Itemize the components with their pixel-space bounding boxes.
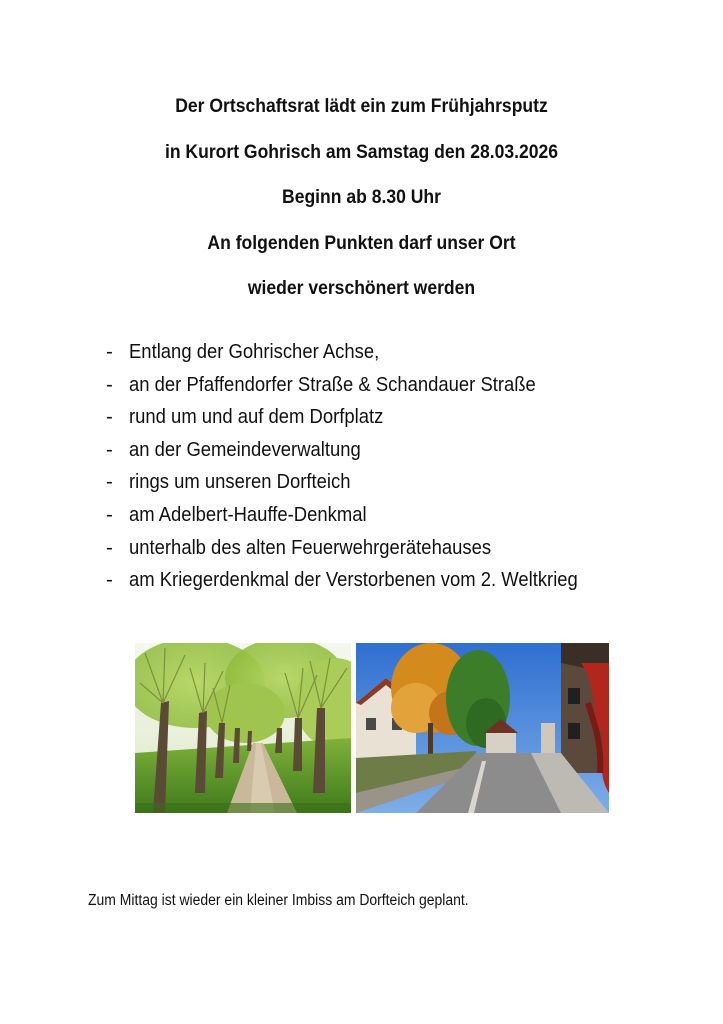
location-list: [106, 340, 628, 601]
heading-line-1: Der Ortschaftsrat lädt ein zum Frühjahrsputz: [175, 95, 548, 117]
bullet-dash: -: [106, 568, 113, 592]
list-item-text: am Adelbert-Hauffe-Denkmal: [129, 502, 367, 526]
list-item: [106, 568, 628, 601]
list-item-text: Entlang der Gohrischer Achse,: [129, 340, 380, 363]
list-item-text: unterhalb des alten Feuerwehrgerätehauses: [129, 535, 492, 559]
bullet-dash: -: [106, 502, 113, 526]
list-item: [106, 470, 628, 503]
bullet-dash: -: [106, 340, 113, 363]
bullet-dash: -: [106, 437, 113, 461]
bullet-dash: -: [106, 372, 113, 396]
list-item: [106, 503, 628, 536]
list-item-text: rund um und auf dem Dorfplatz: [129, 405, 384, 429]
heading-line-5: wieder verschönert werden: [247, 277, 476, 299]
list-item: [106, 536, 628, 569]
list-item: [106, 405, 628, 438]
list-item-text: an der Pfaffendorfer Straße & Schandauer Straße: [129, 372, 536, 396]
list-item-text: rings um unseren Dorfteich: [129, 470, 351, 494]
list-item: [106, 438, 628, 471]
bullet-dash: -: [106, 470, 113, 494]
heading-line-2: in Kurort Gohrisch am Samstag den 28.03.2026: [164, 140, 559, 163]
heading-line-3: Beginn ab 8.30 Uhr: [282, 186, 441, 208]
list-item-text: an der Gemeindeverwaltung: [129, 437, 361, 461]
heading-line-4: An folgenden Punkten darf unser Ort: [207, 231, 516, 254]
willow-path-photo: [135, 643, 351, 813]
list-item: [106, 373, 628, 406]
bullet-dash: -: [106, 405, 113, 429]
list-item-text: am Kriegerdenkmal der Verstorbenen vom 2. Weltkrieg: [129, 568, 578, 592]
invitation-heading: [0, 84, 723, 312]
village-street-photo: [356, 643, 609, 813]
lunch-note: Zum Mittag ist wieder ein kleiner Imbiss am Dorfteich geplant.: [88, 892, 469, 909]
bullet-dash: -: [106, 535, 113, 559]
list-item: [106, 340, 628, 373]
